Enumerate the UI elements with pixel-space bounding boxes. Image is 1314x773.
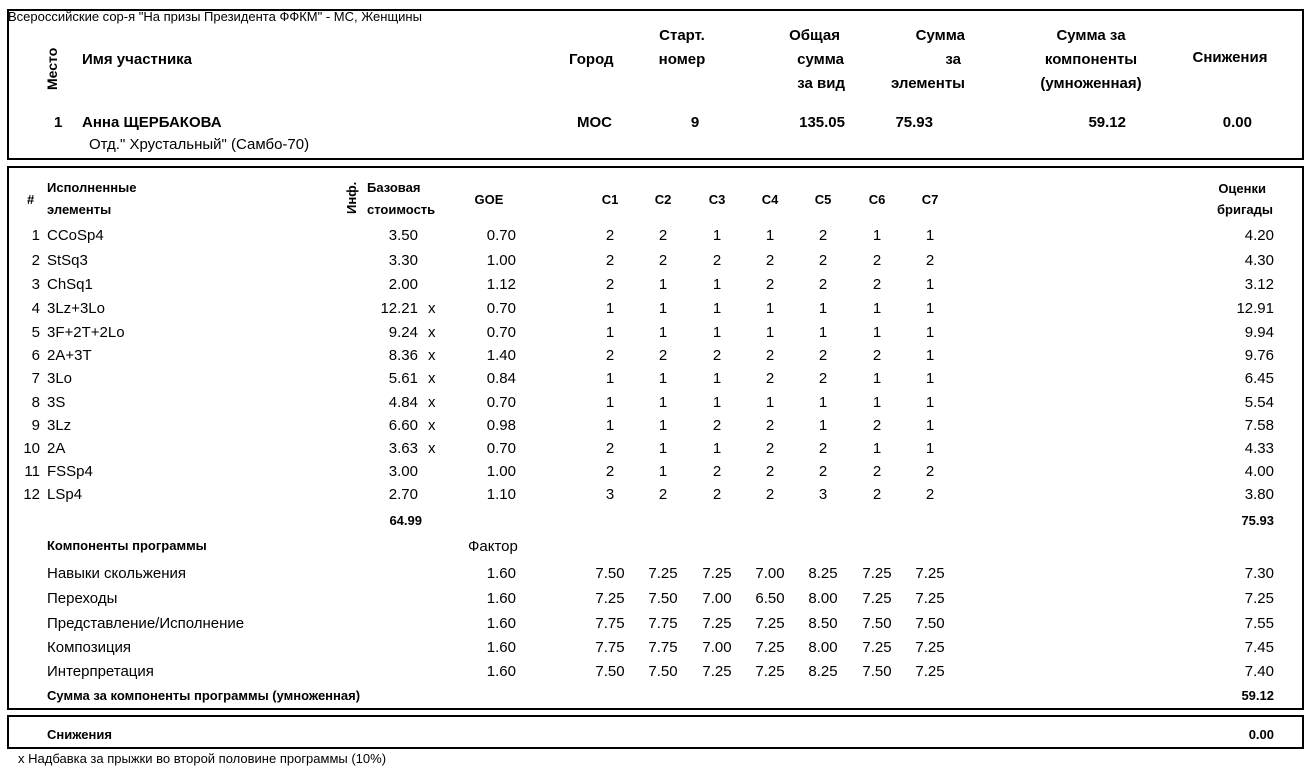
judge-header-3: C3: [708, 192, 726, 207]
element-goe: 0.70: [486, 394, 516, 411]
element-judge-score: 1: [712, 324, 722, 341]
element-num: 8: [31, 394, 40, 411]
component-judge-score: 7.00: [755, 565, 785, 582]
element-panel-score: 3.80: [1244, 486, 1274, 503]
element-judge-score: 2: [872, 463, 882, 480]
col-base-header-2: стоимость: [367, 202, 436, 217]
col-goe-header: GOE: [474, 192, 504, 207]
element-goe: 1.12: [486, 276, 516, 293]
element-panel-score: 9.76: [1244, 347, 1274, 364]
component-judge-score: 7.25: [755, 663, 785, 680]
element-judge-score: 2: [658, 486, 668, 503]
element-judge-score: 1: [712, 276, 722, 293]
deductions-value: 0.00: [1248, 727, 1274, 742]
element-panel-score: 12.91: [1236, 300, 1274, 317]
component-judge-score: 7.50: [648, 590, 678, 607]
elements-header-3: элементы: [890, 75, 965, 92]
element-judge-score: 2: [765, 486, 775, 503]
component-judge-score: 7.25: [915, 565, 945, 582]
element-judge-score: 2: [765, 417, 775, 434]
component-judge-score: 7.50: [595, 663, 625, 680]
element-judge-score: 1: [658, 440, 668, 457]
element-judge-score: 1: [925, 300, 935, 317]
component-judge-score: 7.75: [595, 639, 625, 656]
components-total-label: Сумма за компоненты программы (умноженная): [47, 688, 361, 703]
element-goe: 0.70: [486, 227, 516, 244]
col-elements-header-1: Исполненные: [47, 180, 137, 195]
element-judge-score: 2: [765, 370, 775, 387]
element-num: 12: [23, 486, 40, 503]
element-judge-score: 2: [818, 440, 828, 457]
element-judge-score: 2: [605, 252, 615, 269]
element-judge-score: 2: [712, 252, 722, 269]
element-num: 5: [31, 324, 40, 341]
element-judge-score: 2: [712, 417, 722, 434]
element-goe: 1.00: [486, 252, 516, 269]
element-base-value: 3.00: [388, 463, 418, 480]
element-judge-score: 1: [605, 300, 615, 317]
deductions-header: Снижения: [1192, 49, 1268, 66]
col-base-header-1: Базовая: [367, 180, 421, 195]
element-base-value: 3.30: [388, 252, 418, 269]
element-judge-score: 1: [925, 417, 935, 434]
element-base-value: 3.63: [388, 440, 418, 457]
element-judge-score: 1: [925, 347, 935, 364]
element-num: 4: [31, 300, 40, 317]
element-judge-score: 2: [872, 252, 882, 269]
elements-header-2: за: [945, 51, 961, 68]
element-panel-score: 4.30: [1244, 252, 1274, 269]
element-judge-score: 1: [818, 324, 828, 341]
element-panel-score: 3.12: [1244, 276, 1274, 293]
element-judge-score: 1: [872, 394, 882, 411]
element-judge-score: 1: [712, 394, 722, 411]
element-judge-score: 1: [872, 300, 882, 317]
start-header-2: номер: [658, 51, 706, 68]
element-panel-score: 5.54: [1244, 394, 1274, 411]
element-num: 2: [31, 252, 40, 269]
component-panel-score: 7.30: [1244, 565, 1274, 582]
element-judge-score: 1: [818, 300, 828, 317]
skater-club: Отд." Хрустальный" (Самбо-70): [89, 136, 310, 153]
component-judge-score: 7.75: [595, 615, 625, 632]
skater-start-number: 9: [690, 114, 700, 131]
city-header: Город: [569, 51, 614, 68]
component-judge-score: 8.00: [808, 639, 838, 656]
element-judge-score: 2: [765, 463, 775, 480]
element-goe: 0.98: [486, 417, 516, 434]
element-judge-score: 1: [712, 370, 722, 387]
element-panel-score: 7.58: [1244, 417, 1274, 434]
element-judge-score: 2: [872, 486, 882, 503]
element-goe: 1.00: [486, 463, 516, 480]
element-info: x: [428, 370, 436, 387]
component-judge-score: 7.25: [862, 590, 892, 607]
component-judge-score: 7.00: [702, 639, 732, 656]
skater-total: 135.05: [799, 114, 845, 131]
element-judge-score: 1: [712, 440, 722, 457]
component-panel-score: 7.45: [1244, 639, 1274, 656]
element-info: x: [428, 440, 436, 457]
element-judge-score: 2: [765, 276, 775, 293]
element-code: FSSp4: [47, 463, 93, 480]
element-judge-score: 3: [605, 486, 615, 503]
component-judge-score: 7.50: [595, 565, 625, 582]
component-factor: 1.60: [486, 590, 516, 607]
element-code: 2A+3T: [47, 347, 92, 364]
element-judge-score: 2: [925, 463, 935, 480]
component-panel-score: 7.40: [1244, 663, 1274, 680]
skater-city: МОС: [577, 114, 612, 131]
skater-components-score: 59.12: [1088, 114, 1126, 131]
element-judge-score: 2: [605, 463, 615, 480]
element-judge-score: 2: [765, 440, 775, 457]
total-header-3: за вид: [797, 75, 845, 92]
element-base-value: 9.24: [388, 324, 418, 341]
element-judge-score: 1: [605, 417, 615, 434]
component-judge-score: 7.00: [702, 590, 732, 607]
element-judge-score: 1: [658, 324, 668, 341]
element-base-value: 4.84: [388, 394, 418, 411]
element-panel-score: 4.20: [1244, 227, 1274, 244]
element-code: 2A: [47, 440, 66, 457]
skater-place: 1: [54, 114, 63, 131]
element-judge-score: 2: [712, 463, 722, 480]
element-judge-score: 1: [658, 417, 668, 434]
element-num: 6: [31, 347, 40, 364]
elements-header-1: Сумма: [915, 27, 965, 44]
element-judge-score: 2: [818, 252, 828, 269]
element-judge-score: 1: [765, 324, 775, 341]
element-judge-score: 2: [872, 417, 882, 434]
component-judge-score: 7.25: [755, 639, 785, 656]
place-header: Место: [44, 47, 60, 90]
element-judge-score: 1: [712, 300, 722, 317]
element-base-value: 3.50: [388, 227, 418, 244]
component-judge-score: 7.50: [862, 663, 892, 680]
element-judge-score: 2: [925, 486, 935, 503]
element-judge-score: 1: [872, 324, 882, 341]
element-panel-score: 6.45: [1244, 370, 1274, 387]
base-total: 64.99: [389, 513, 422, 528]
element-judge-score: 1: [925, 394, 935, 411]
deductions-label: Снижения: [47, 727, 112, 742]
element-judge-score: 1: [712, 227, 722, 244]
col-info-header: Инф.: [344, 181, 359, 214]
skater-deductions: 0.00: [1222, 114, 1252, 131]
col-elements-header-2: элементы: [47, 202, 112, 217]
element-judge-score: 1: [658, 300, 668, 317]
element-judge-score: 1: [872, 370, 882, 387]
component-name: Композиция: [47, 639, 132, 656]
element-judge-score: 1: [605, 394, 615, 411]
element-code: 3F+2T+2Lo: [47, 324, 125, 341]
element-judge-score: 2: [872, 276, 882, 293]
element-judge-score: 2: [658, 347, 668, 364]
components-header-1: Сумма за: [1056, 27, 1126, 44]
element-judge-score: 2: [765, 252, 775, 269]
element-base-value: 2.00: [388, 276, 418, 293]
element-judge-score: 2: [712, 347, 722, 364]
element-judge-score: 1: [925, 440, 935, 457]
col-num-header: #: [27, 192, 35, 207]
component-factor: 1.60: [486, 565, 516, 582]
element-info: x: [428, 417, 436, 434]
skater-elements-score: 75.93: [895, 114, 933, 131]
components-header-2: компоненты: [1044, 51, 1138, 68]
element-judge-score: 2: [818, 347, 828, 364]
deductions-box: [7, 715, 1304, 749]
elements-total: 75.93: [1241, 513, 1274, 528]
component-name: Интерпретация: [47, 663, 154, 680]
component-judge-score: 7.25: [915, 663, 945, 680]
component-name: Представление/Исполнение: [47, 615, 245, 632]
element-code: 3Lz+3Lo: [47, 300, 105, 317]
judge-header-1: C1: [601, 192, 619, 207]
element-base-value: 12.21: [380, 300, 418, 317]
element-goe: 1.10: [486, 486, 516, 503]
element-judge-score: 2: [658, 227, 668, 244]
element-judge-score: 1: [925, 227, 935, 244]
element-judge-score: 1: [818, 394, 828, 411]
total-header-2: сумма: [797, 51, 844, 68]
col-panel-header-2: бригады: [1217, 202, 1273, 217]
component-factor: 1.60: [486, 663, 516, 680]
element-info: x: [428, 300, 436, 317]
element-code: 3S: [47, 394, 66, 411]
name-header: Имя участника: [82, 51, 193, 68]
component-judge-score: 7.25: [595, 590, 625, 607]
element-panel-score: 4.00: [1244, 463, 1274, 480]
component-judge-score: 8.25: [808, 663, 838, 680]
element-goe: 1.40: [486, 347, 516, 364]
components-total: 59.12: [1241, 688, 1274, 703]
element-info: x: [428, 394, 436, 411]
element-judge-score: 1: [658, 394, 668, 411]
judge-header-5: C5: [814, 192, 832, 207]
element-base-value: 8.36: [388, 347, 418, 364]
component-judge-score: 7.25: [702, 663, 732, 680]
element-judge-score: 1: [605, 370, 615, 387]
judge-header-6: C6: [868, 192, 886, 207]
element-judge-score: 2: [605, 276, 615, 293]
element-num: 7: [31, 370, 40, 387]
component-judge-score: 8.25: [808, 565, 838, 582]
element-goe: 0.84: [486, 370, 516, 387]
element-judge-score: 1: [925, 370, 935, 387]
element-judge-score: 2: [818, 463, 828, 480]
element-judge-score: 2: [658, 252, 668, 269]
element-judge-score: 3: [818, 486, 828, 503]
element-code: 3Lo: [47, 370, 73, 387]
element-judge-score: 1: [925, 324, 935, 341]
component-judge-score: 7.25: [755, 615, 785, 632]
element-base-value: 6.60: [388, 417, 418, 434]
element-base-value: 5.61: [388, 370, 418, 387]
judge-header-4: C4: [761, 192, 779, 207]
element-judge-score: 2: [765, 347, 775, 364]
element-judge-score: 2: [818, 227, 828, 244]
element-num: 9: [31, 417, 40, 434]
skater-name: Анна ЩЕРБАКОВА: [82, 114, 222, 131]
component-judge-score: 7.25: [702, 615, 732, 632]
element-judge-score: 1: [658, 370, 668, 387]
element-panel-score: 9.94: [1244, 324, 1274, 341]
element-info: x: [428, 324, 436, 341]
element-num: 11: [24, 463, 40, 480]
element-code: ChSq1: [47, 276, 93, 293]
element-num: 3: [31, 276, 40, 293]
component-judge-score: 7.75: [648, 639, 678, 656]
judge-header-2: C2: [654, 192, 672, 207]
element-goe: 0.70: [486, 300, 516, 317]
judge-header-7: C7: [921, 192, 939, 207]
components-title: Компоненты программы: [47, 538, 207, 553]
components-header-3: (умноженная): [1040, 75, 1142, 92]
element-code: 3Lz: [47, 417, 72, 434]
element-code: CCoSp4: [47, 227, 104, 244]
factor-header: Фактор: [468, 538, 518, 555]
element-judge-score: 1: [872, 440, 882, 457]
element-code: LSp4: [47, 486, 83, 503]
component-judge-score: 7.25: [648, 565, 678, 582]
component-panel-score: 7.25: [1244, 590, 1274, 607]
component-factor: 1.60: [486, 639, 516, 656]
element-base-value: 2.70: [388, 486, 418, 503]
event-title: Всероссийские сор-я "На призы Президента ФФКМ" - МС, Женщины: [8, 9, 422, 24]
element-judge-score: 1: [818, 417, 828, 434]
component-judge-score: 7.25: [915, 590, 945, 607]
element-judge-score: 1: [765, 227, 775, 244]
element-goe: 0.70: [486, 440, 516, 457]
component-judge-score: 8.00: [808, 590, 838, 607]
footnote: x Надбавка за прыжки во второй половине программы (10%): [18, 751, 387, 766]
col-panel-header-1: Оценки: [1218, 181, 1266, 196]
element-judge-score: 2: [605, 347, 615, 364]
element-judge-score: 1: [605, 324, 615, 341]
component-judge-score: 8.50: [808, 615, 838, 632]
component-name: Навыки скольжения: [47, 565, 187, 582]
element-judge-score: 2: [712, 486, 722, 503]
element-judge-score: 2: [818, 370, 828, 387]
element-judge-score: 2: [605, 440, 615, 457]
component-judge-score: 7.75: [648, 615, 678, 632]
component-name: Переходы: [47, 590, 118, 607]
element-judge-score: 2: [925, 252, 935, 269]
component-judge-score: 7.25: [915, 639, 945, 656]
element-judge-score: 1: [872, 227, 882, 244]
component-judge-score: 7.25: [862, 565, 892, 582]
element-judge-score: 2: [605, 227, 615, 244]
element-info: x: [428, 347, 436, 364]
element-judge-score: 1: [925, 276, 935, 293]
element-judge-score: 2: [818, 276, 828, 293]
component-judge-score: 7.50: [862, 615, 892, 632]
element-goe: 0.70: [486, 324, 516, 341]
element-judge-score: 2: [872, 347, 882, 364]
total-header-1: Общая: [789, 27, 840, 44]
element-code: StSq3: [47, 252, 88, 269]
component-judge-score: 7.25: [862, 639, 892, 656]
element-num: 1: [31, 227, 40, 244]
component-judge-score: 7.50: [648, 663, 678, 680]
component-panel-score: 7.55: [1244, 615, 1274, 632]
element-judge-score: 1: [658, 463, 668, 480]
element-num: 10: [23, 440, 40, 457]
element-panel-score: 4.33: [1244, 440, 1274, 457]
component-factor: 1.60: [486, 615, 516, 632]
component-judge-score: 7.25: [702, 565, 732, 582]
start-header-1: Старт.: [659, 27, 705, 44]
component-judge-score: 6.50: [755, 590, 785, 607]
component-judge-score: 7.50: [915, 615, 945, 632]
element-judge-score: 1: [765, 394, 775, 411]
element-judge-score: 1: [658, 276, 668, 293]
element-judge-score: 1: [765, 300, 775, 317]
